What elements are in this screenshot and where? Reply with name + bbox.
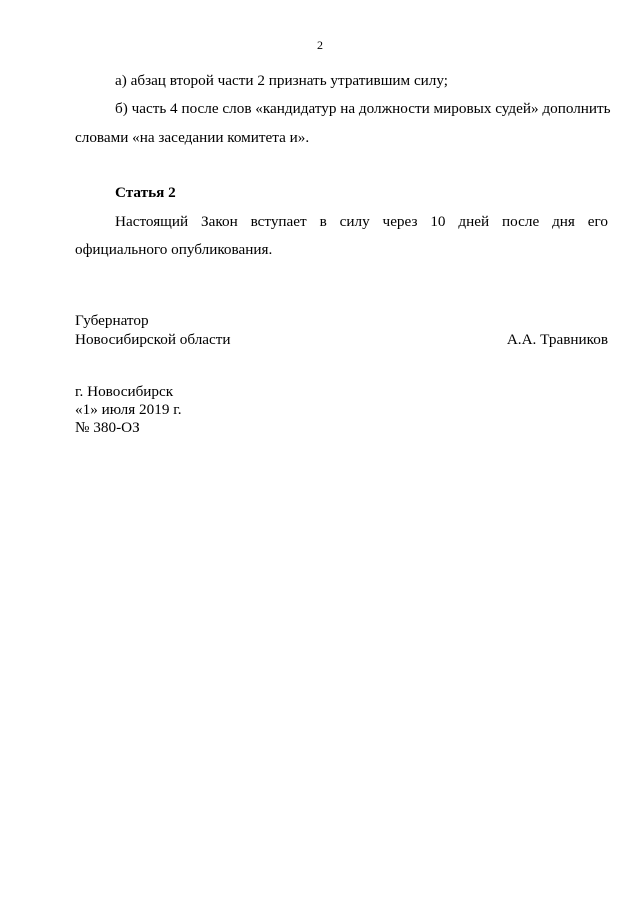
page-number: 2 [317, 38, 323, 52]
article-2-heading: Статья 2 [115, 184, 176, 201]
amendment-item-b-line1: б) часть 4 после слов «кандидатур на должности мировых судей» дополнить [115, 100, 611, 117]
amendment-item-b-line2: словами «на заседании комитета и». [75, 129, 310, 146]
article-2-text-line1: Настоящий Закон вступает в силу через 10 дней после дня его [115, 213, 608, 230]
article-2-text-line2: официального опубликования. [75, 241, 273, 258]
signature-title-line2: Новосибирской области [75, 331, 231, 348]
footer-law-number: № 380-ОЗ [75, 419, 140, 436]
signature-title-line1: Губернатор [75, 312, 149, 329]
footer-date: «1» июля 2019 г. [75, 401, 182, 418]
amendment-item-a: а) абзац второй части 2 признать утратившим силу; [115, 72, 449, 89]
footer-city: г. Новосибирск [75, 383, 174, 400]
signatory-name: А.А. Травников [506, 331, 608, 348]
